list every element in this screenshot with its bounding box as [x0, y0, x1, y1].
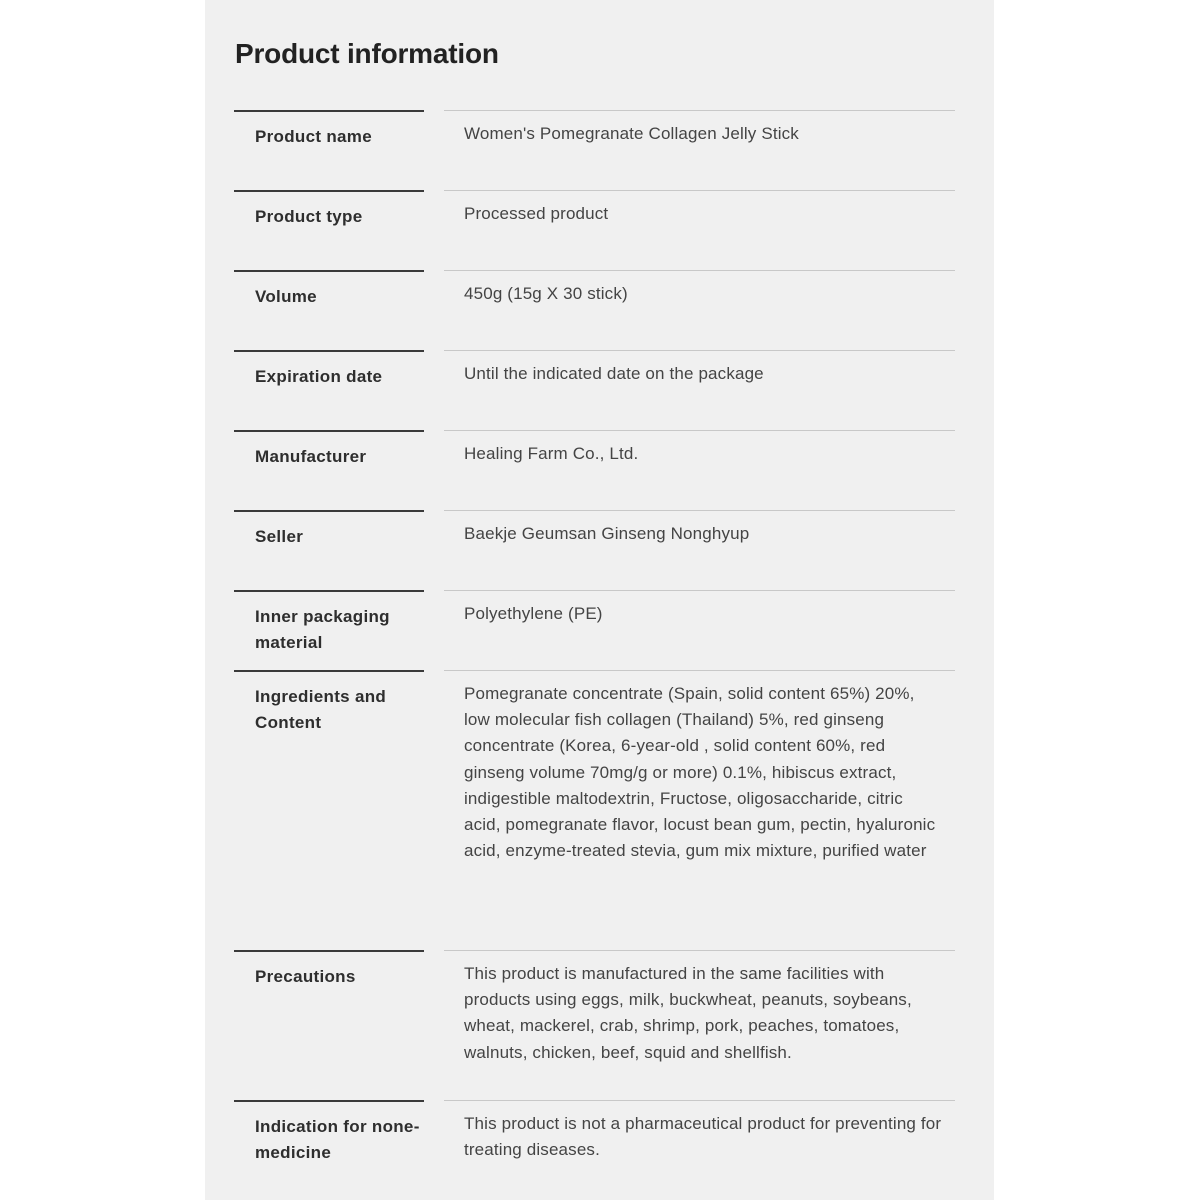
- label-divider: [234, 270, 424, 272]
- page-title: Product information: [235, 38, 499, 69]
- label-divider: [234, 190, 424, 192]
- row-value: Polyethylene (PE): [464, 604, 603, 623]
- value-divider: [444, 110, 955, 111]
- value-divider: [444, 590, 955, 591]
- row-value: This product is not a pharmaceutical product for preventing for treating diseases.: [464, 1114, 942, 1160]
- row-label: Manufacturer: [255, 447, 367, 466]
- value-divider: [444, 350, 955, 351]
- value-divider: [444, 430, 955, 431]
- product-info-panel: [205, 0, 994, 1200]
- row-value: 450g (15g X 30 stick): [464, 284, 628, 303]
- row-value: Healing Farm Co., Ltd.: [464, 444, 639, 463]
- row-label: Volume: [255, 287, 317, 306]
- label-divider: [234, 950, 424, 952]
- value-divider: [444, 510, 955, 511]
- value-divider: [444, 190, 955, 191]
- row-label: Seller: [255, 527, 304, 546]
- label-divider: [234, 510, 424, 512]
- label-divider: [234, 110, 424, 112]
- row-label: Product type: [255, 207, 363, 226]
- row-label: Precautions: [255, 967, 356, 986]
- label-divider: [234, 350, 424, 352]
- label-divider: [234, 670, 424, 672]
- value-divider: [444, 950, 955, 951]
- row-label: Indication for none-medicine: [255, 1117, 420, 1162]
- row-label: Expiration date: [255, 367, 383, 386]
- row-value: Until the indicated date on the package: [464, 364, 764, 383]
- row-value: Processed product: [464, 204, 609, 223]
- value-divider: [444, 270, 955, 271]
- row-label: Ingredients and Content: [255, 687, 387, 732]
- row-value: Baekje Geumsan Ginseng Nonghyup: [464, 524, 750, 543]
- row-value: Pomegranate concentrate (Spain, solid content 65%) 20%, low molecular fish collagen (Thailand) 5%, red ginseng concentrate (Korea, 6-year-old , solid content 60%, red ginseng volume 70mg/g or more) 0.1%, hibiscus extract, indigestible maltodextrin, Fructose, oligosaccharide, citric acid, pomegranate flavor, locust bean gum, pectin, hyaluronic acid, enzyme-treated stevia, gum mix mixture, purified water: [464, 684, 936, 861]
- row-value: Women's Pomegranate Collagen Jelly Stick: [464, 124, 799, 143]
- value-divider: [444, 670, 955, 671]
- row-label: Inner packaging material: [255, 607, 390, 652]
- label-divider: [234, 590, 424, 592]
- label-divider: [234, 430, 424, 432]
- row-value: This product is manufactured in the same facilities with products using eggs, milk, buckwheat, peanuts, soybeans, wheat, mackerel, crab, shrimp, pork, peaches, tomatoes, walnuts, chicken, beef, squid and shellfish.: [464, 964, 912, 1062]
- label-divider: [234, 1100, 424, 1102]
- row-label: Product name: [255, 127, 372, 146]
- value-divider: [444, 1100, 955, 1101]
